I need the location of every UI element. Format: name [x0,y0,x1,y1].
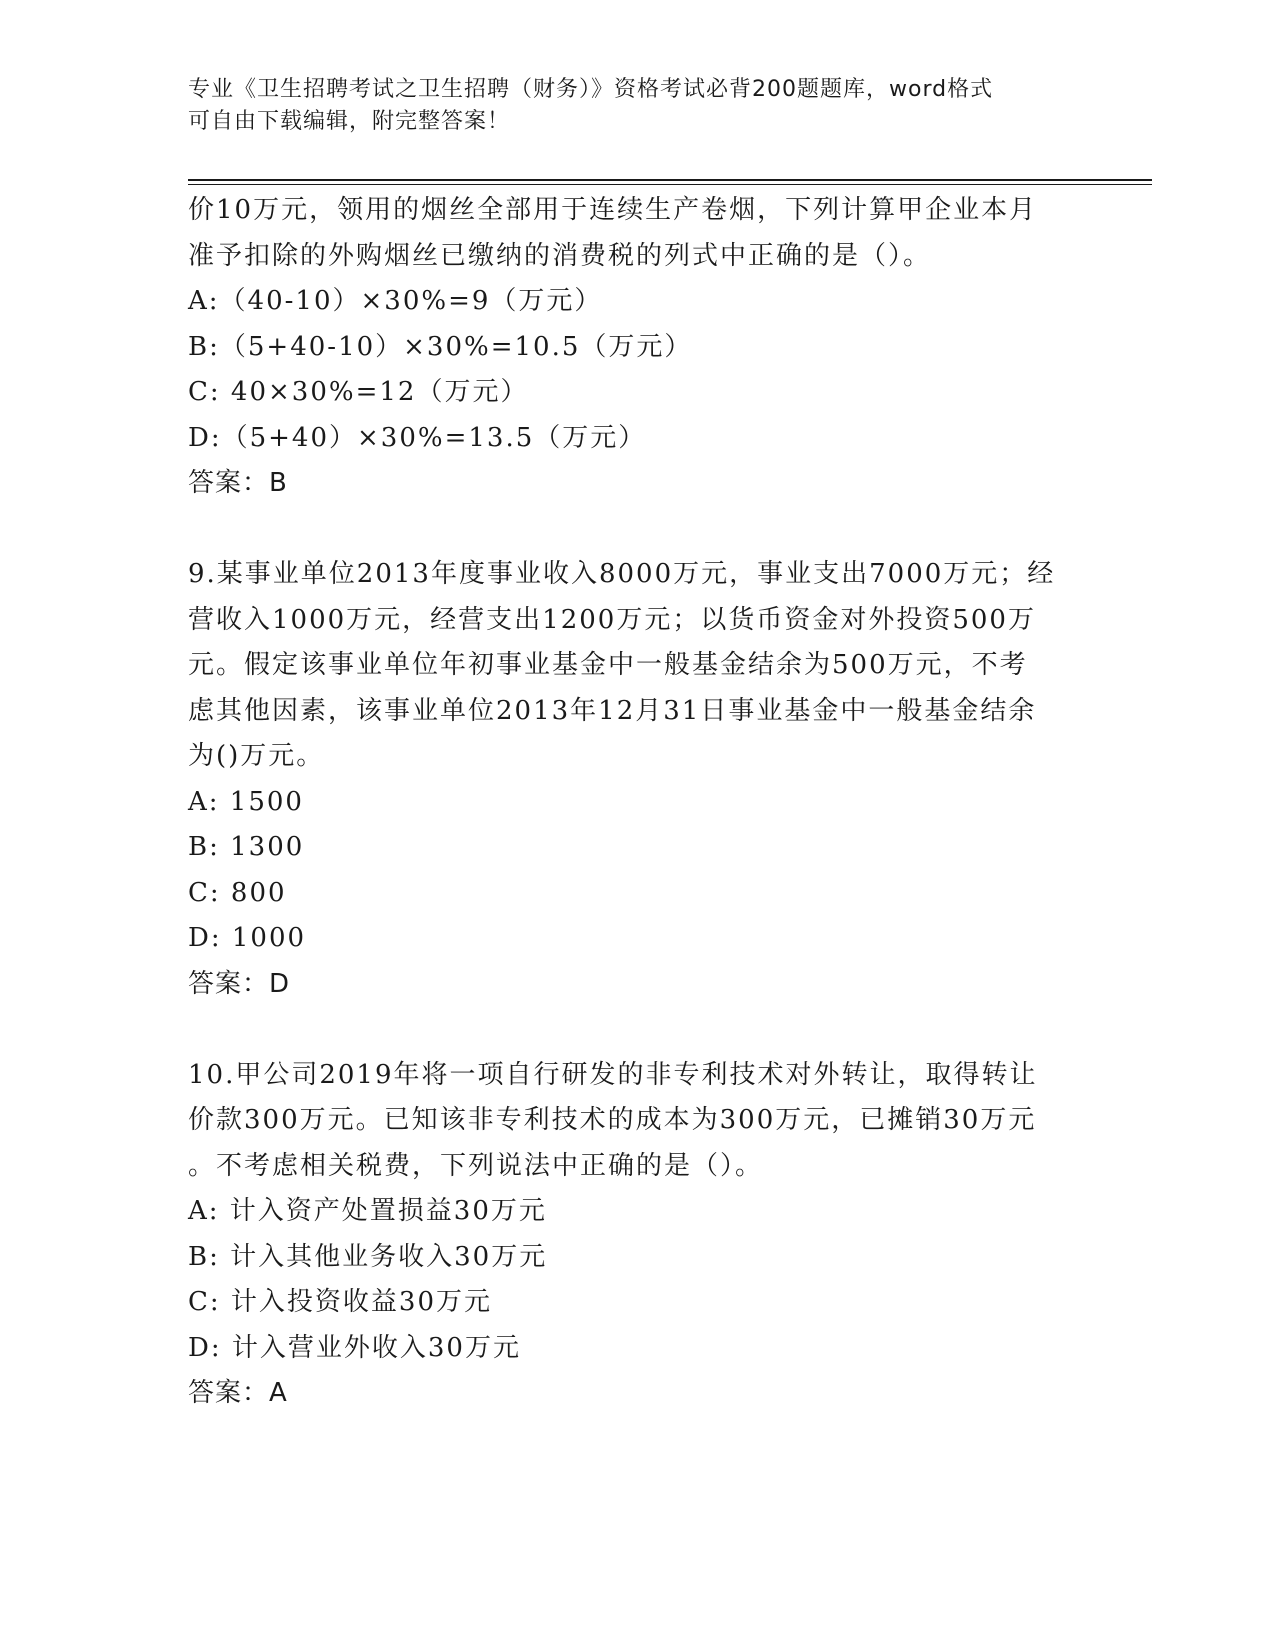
question-stem-line: 10.甲公司2019年将一项自行研发的非专利技术对外转让，取得转让 [188,1059,1038,1090]
question-stem-line: 虑其他因素，该事业单位2013年12月31日事业基金中一般基金结余 [188,695,1037,726]
option-c: C: 40×30%=12（万元） [188,377,529,407]
option-b: B:（5+40-10）×30%=10.5（万元） [188,331,693,362]
option-d: D: 1000 [188,923,307,953]
option-a: A: 1500 [188,786,304,817]
option-b: B: 计入其他业务收入30万元 [188,1241,548,1272]
option-c: C: 800 [188,877,287,908]
option-c: C: 计入投资收益30万元 [188,1287,493,1317]
answer-line: 答案：B [188,468,288,498]
question-list [188,188,1088,1417]
option-a: A: 计入资产处置损益30万元 [188,1196,547,1226]
question-stem-line: 价10万元，领用的烟丝全部用于连续生产卷烟，下列计算甲企业本月 [188,195,1038,225]
question-8 [188,188,1088,507]
option-b: B: 1300 [188,832,305,862]
answer-line: 答案：D [188,968,291,999]
question-stem-line: 准予扣除的外购烟丝已缴纳的消费税的列式中正确的是（）。 [188,240,932,271]
document-header [188,74,1088,138]
question-stem-line: 元。假定该事业单位年初事业基金中一般基金结余为500万元，不考 [188,650,1028,680]
spacer [188,1007,1088,1053]
header-title-line-2: 可自由下载编辑，附完整答案！ [188,109,511,134]
option-a: A:（40-10）×30%=9（万元） [188,286,603,316]
spacer [188,507,1088,553]
question-stem-line: 营收入1000万元，经营支出1200万元；以货币资金对外投资500万 [188,604,1036,635]
question-stem-line: 为()万元。 [188,741,325,771]
question-stem-line: 价款300万元。已知该非专利技术的成本为300万元，已摊销30万元 [188,1105,1037,1135]
header-divider-thin [188,184,1152,185]
header-divider-thick [188,179,1152,181]
option-d: D: 计入营业外收入30万元 [188,1332,521,1363]
question-10 [188,1053,1088,1417]
header-title-line-1: 专业《卫生招聘考试之卫生招聘（财务）》资格考试必背200题题库，word格式 [188,77,994,102]
question-stem-line: 。不考虑相关税费，下列说法中正确的是（）。 [188,1150,764,1181]
question-9 [188,552,1088,1007]
question-stem-line: 9.某事业单位2013年度事业收入8000万元，事业支出7000万元；经 [188,559,1056,589]
answer-line: 答案：A [188,1378,288,1408]
option-d: D:（5+40）×30%=13.5（万元） [188,422,647,453]
